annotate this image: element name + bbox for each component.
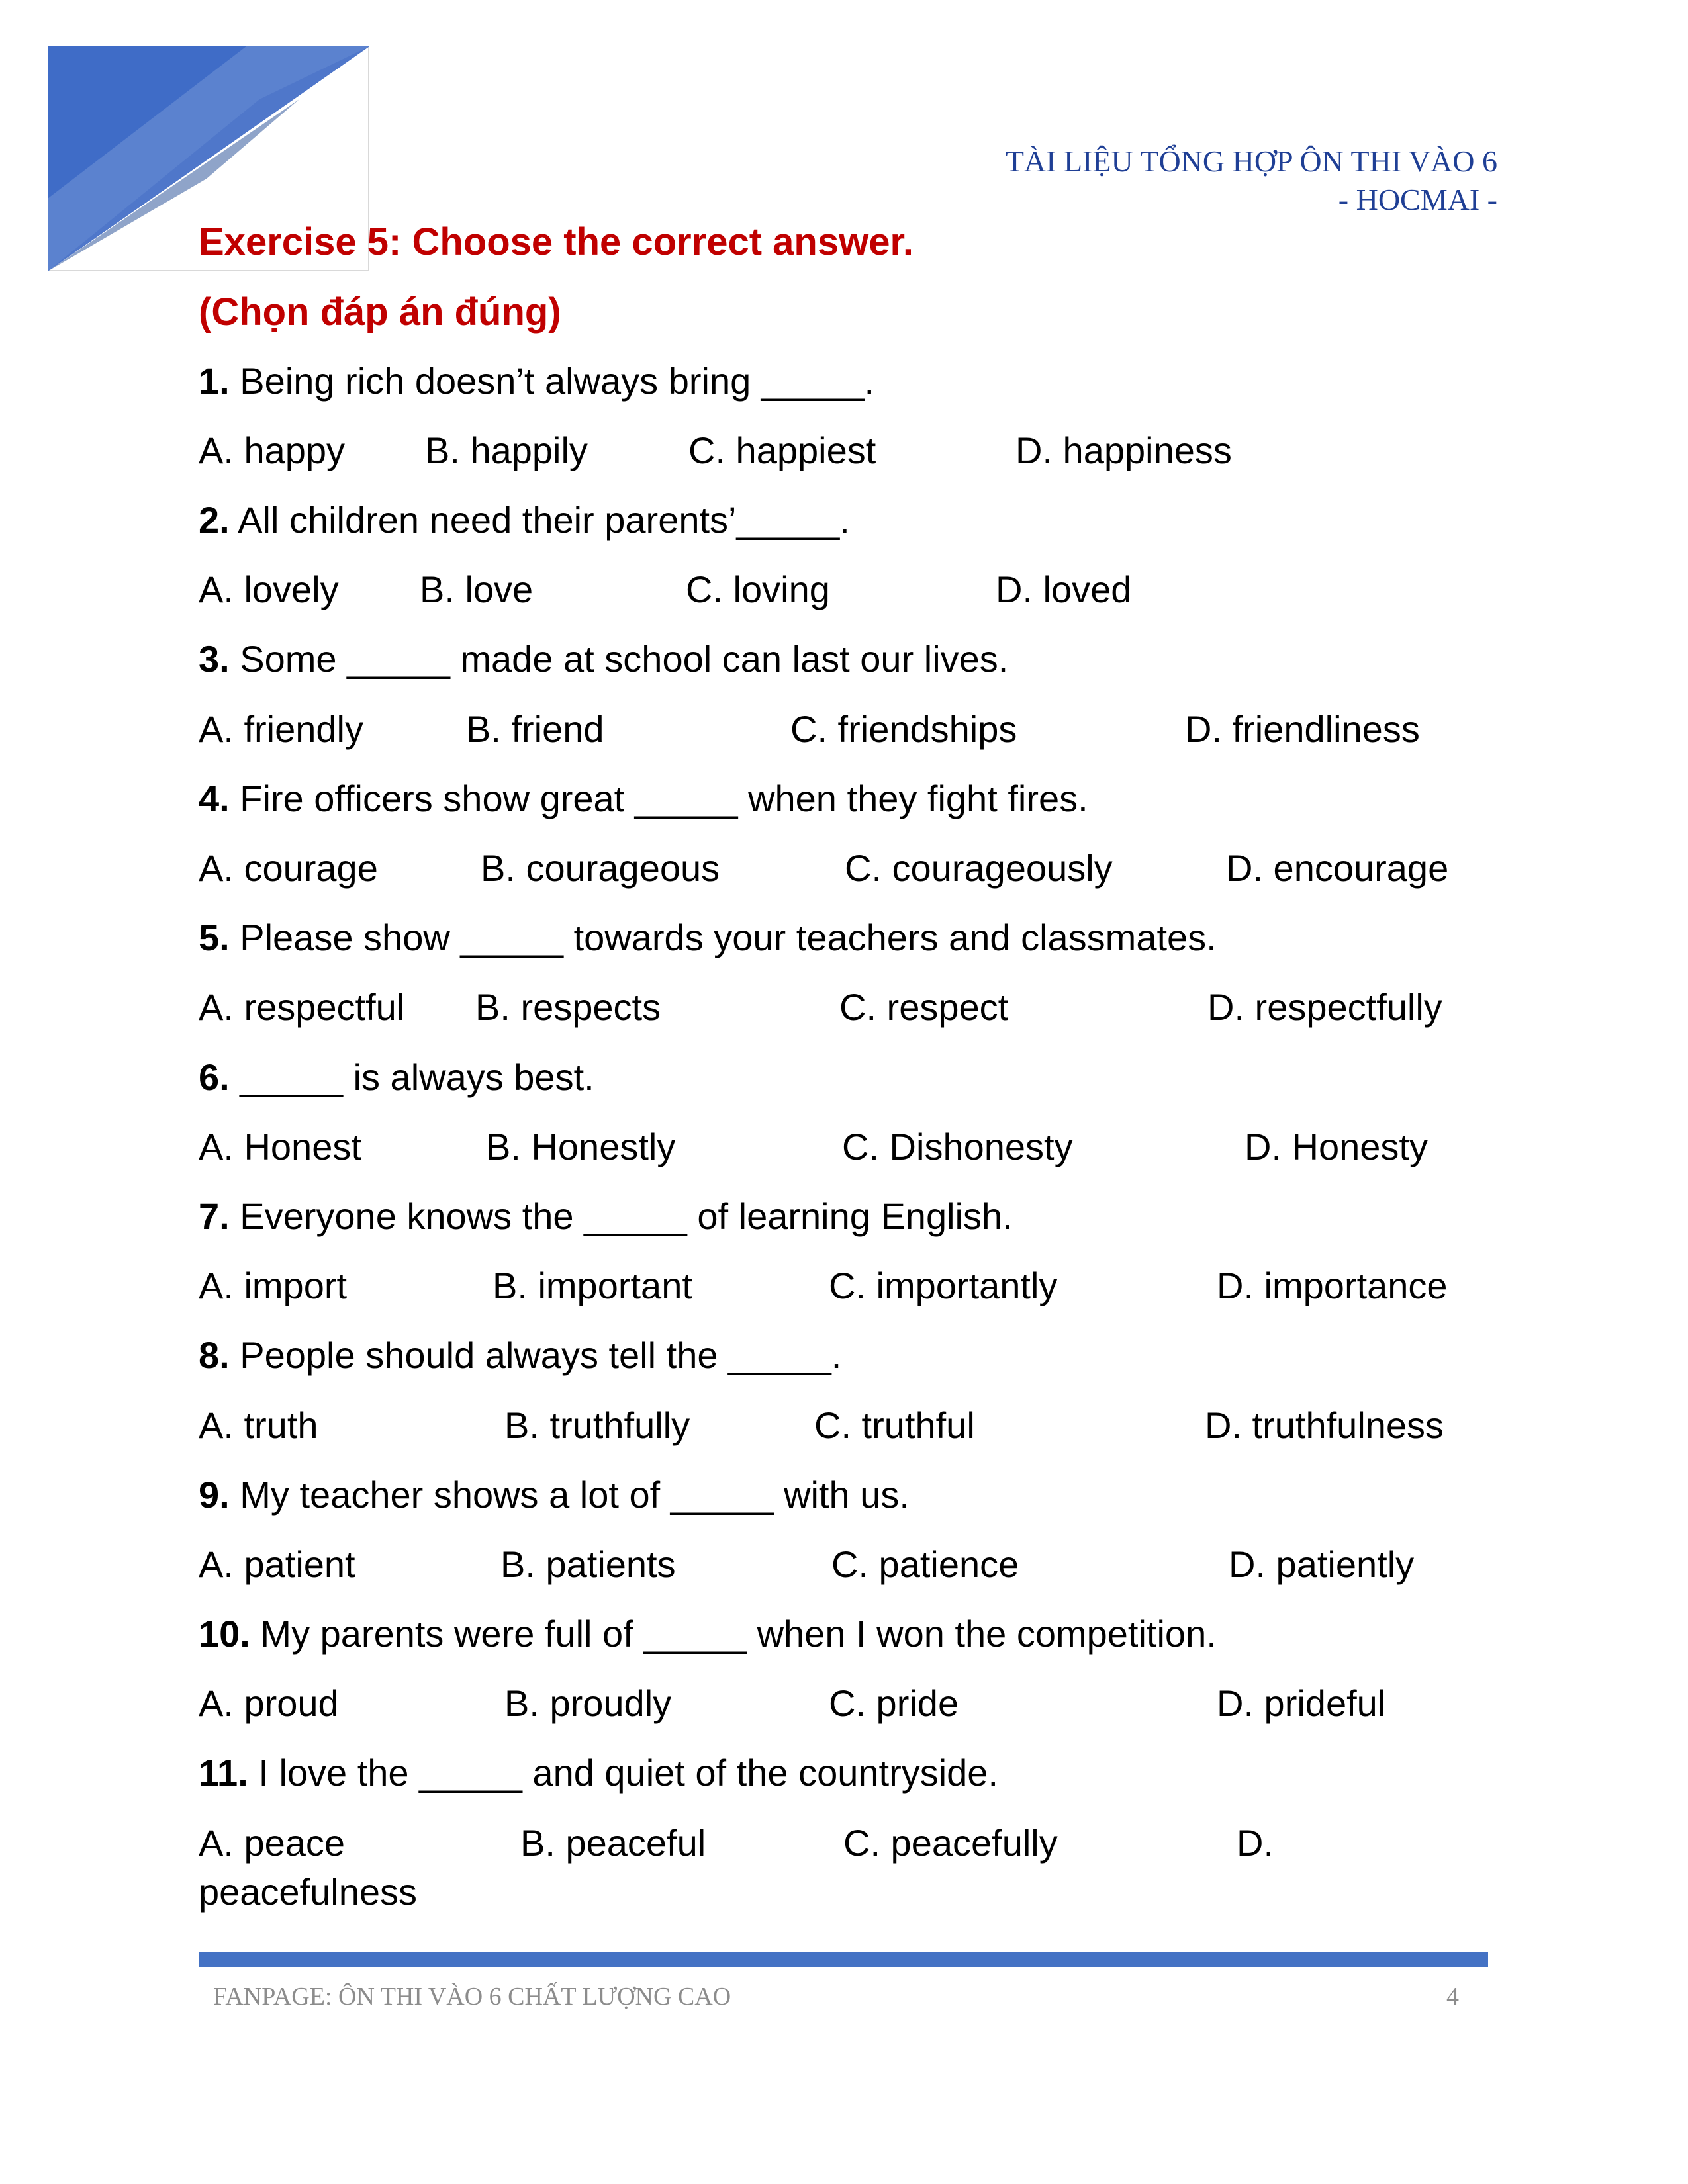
option-d[interactable]: D. happiness bbox=[1015, 430, 1232, 471]
option-c[interactable]: C. Dishonesty bbox=[842, 1126, 1073, 1167]
question-text: Being rich doesn’t always bring _____. bbox=[229, 360, 875, 402]
option-d[interactable]: D. encourage bbox=[1226, 847, 1449, 889]
option-c[interactable]: C. respect bbox=[839, 986, 1009, 1028]
option-d[interactable]: D. patiently bbox=[1229, 1543, 1415, 1585]
question-11 bbox=[199, 1751, 998, 1794]
option-a[interactable]: A. lovely bbox=[199, 569, 339, 610]
exercise-subtitle: (Chọn đáp án đúng) bbox=[199, 291, 561, 334]
question-number: 10. bbox=[199, 1613, 250, 1655]
question-text: I love the _____ and quiet of the countryside. bbox=[248, 1752, 998, 1794]
option-c[interactable]: C. courageously bbox=[845, 847, 1113, 889]
question-number: 1. bbox=[199, 360, 230, 402]
option-c[interactable]: C. happiest bbox=[688, 430, 876, 471]
option-d[interactable]: D. truthfulness bbox=[1205, 1404, 1444, 1446]
question-3 bbox=[199, 637, 1008, 680]
question-4 bbox=[199, 777, 1088, 820]
question-9 bbox=[199, 1473, 910, 1516]
question-2 bbox=[199, 498, 850, 541]
option-d[interactable]: D. respectfully bbox=[1207, 986, 1442, 1028]
option-c[interactable]: C. truthful bbox=[814, 1404, 975, 1446]
option-d[interactable]: D. loved bbox=[996, 569, 1132, 610]
option-b[interactable]: B. love bbox=[420, 569, 534, 610]
option-b[interactable]: B. peaceful bbox=[520, 1822, 706, 1864]
question-1 bbox=[199, 359, 874, 402]
option-c[interactable]: C. patience bbox=[831, 1543, 1019, 1585]
option-b[interactable]: B. truthfully bbox=[504, 1404, 690, 1446]
option-d[interactable]: D. bbox=[1237, 1822, 1274, 1864]
option-a[interactable]: A. courage bbox=[199, 847, 378, 889]
document-header bbox=[1006, 142, 1497, 219]
question-number: 2. bbox=[199, 499, 230, 541]
option-a[interactable]: A. proud bbox=[199, 1682, 339, 1724]
option-d[interactable]: D. friendliness bbox=[1185, 708, 1420, 750]
question-number: 7. bbox=[199, 1195, 230, 1237]
option-b[interactable]: B. happily bbox=[425, 430, 588, 471]
option-d-text[interactable]: peacefulness bbox=[199, 1871, 418, 1913]
option-d[interactable]: D. Honesty bbox=[1244, 1126, 1428, 1167]
option-c[interactable]: C. pride bbox=[829, 1682, 959, 1724]
option-a[interactable]: A. truth bbox=[199, 1404, 318, 1446]
header-title: TÀI LIỆU TỔNG HỢP ÔN THI VÀO 6 bbox=[1005, 144, 1497, 178]
option-d[interactable]: D. importance bbox=[1217, 1265, 1448, 1306]
question-6 bbox=[199, 1056, 594, 1099]
question-number: 11. bbox=[199, 1752, 248, 1794]
option-a[interactable]: A. Honest bbox=[199, 1126, 361, 1167]
question-text: Please show _____ towards your teachers and classmates. bbox=[229, 917, 1217, 958]
footer-fanpage: FANPAGE: ÔN THI VÀO 6 CHẤT LƯỢNG CAO bbox=[213, 1983, 731, 2011]
question-number: 6. bbox=[199, 1056, 230, 1098]
option-b[interactable]: B. proudly bbox=[504, 1682, 672, 1724]
option-c[interactable]: C. importantly bbox=[829, 1265, 1058, 1306]
question-number: 5. bbox=[199, 917, 230, 958]
option-b[interactable]: B. respects bbox=[475, 986, 661, 1028]
question-text: People should always tell the _____. bbox=[229, 1334, 842, 1376]
option-b[interactable]: B. patients bbox=[500, 1543, 676, 1585]
option-a[interactable]: A. peace bbox=[199, 1822, 346, 1864]
question-8 bbox=[199, 1334, 841, 1377]
option-a[interactable]: A. patient bbox=[199, 1543, 355, 1585]
option-b[interactable]: B. courageous bbox=[481, 847, 720, 889]
question-text: My parents were full of _____ when I won the competition. bbox=[250, 1613, 1217, 1655]
option-c[interactable]: C. friendships bbox=[790, 708, 1017, 750]
option-b[interactable]: B. Honestly bbox=[486, 1126, 676, 1167]
question-5 bbox=[199, 916, 1217, 959]
option-a[interactable]: A. happy bbox=[199, 430, 346, 471]
footer-divider bbox=[199, 1952, 1488, 1967]
page-number: 4 bbox=[1446, 1983, 1459, 2011]
question-number: 9. bbox=[199, 1474, 230, 1516]
option-b[interactable]: B. important bbox=[492, 1265, 692, 1306]
question-number: 3. bbox=[199, 638, 230, 680]
option-a[interactable]: A. respectful bbox=[199, 986, 405, 1028]
question-number: 4. bbox=[199, 778, 230, 819]
option-a[interactable]: A. import bbox=[199, 1265, 348, 1306]
option-d[interactable]: D. prideful bbox=[1217, 1682, 1386, 1724]
question-text: Some _____ made at school can last our lives. bbox=[229, 638, 1009, 680]
option-a[interactable]: A. friendly bbox=[199, 708, 363, 750]
header-subtitle: - HOCMAI - bbox=[1338, 183, 1497, 216]
question-number: 8. bbox=[199, 1334, 230, 1376]
exercise-title: Exercise 5: Choose the correct answer. bbox=[199, 220, 914, 263]
question-text: All children need their parents’_____. bbox=[229, 499, 850, 541]
question-text: _____ is always best. bbox=[229, 1056, 594, 1098]
question-text: Fire officers show great _____ when they fight fires. bbox=[229, 778, 1088, 819]
option-b[interactable]: B. friend bbox=[466, 708, 604, 750]
option-c[interactable]: C. peacefully bbox=[843, 1822, 1058, 1864]
question-7 bbox=[199, 1195, 1013, 1238]
question-text: My teacher shows a lot of _____ with us. bbox=[229, 1474, 910, 1516]
question-10 bbox=[199, 1612, 1217, 1655]
option-c[interactable]: C. loving bbox=[686, 569, 830, 610]
question-text: Everyone knows the _____ of learning English. bbox=[229, 1195, 1013, 1237]
